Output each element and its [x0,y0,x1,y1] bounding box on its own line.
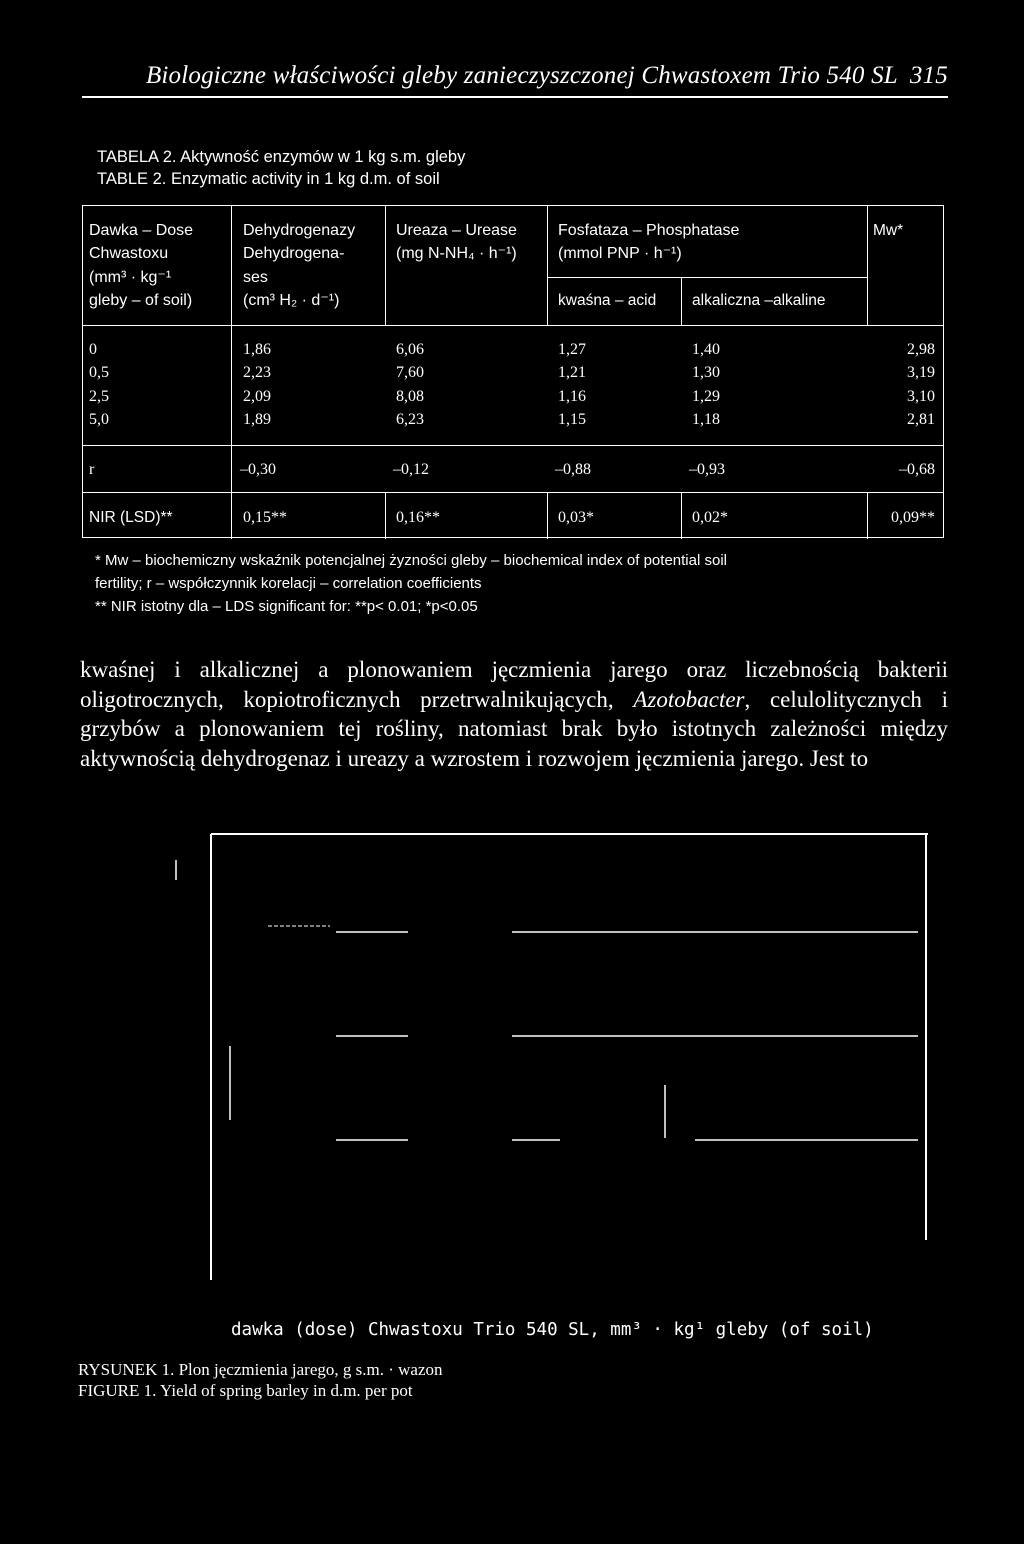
body-line-1: kwaśnej i alkalicznej a plonowaniem jęczmienia jarego oraz liczebnością bakterii [80,657,948,682]
table-cell: 8,08 [396,387,424,405]
table-cell: 2,5 [89,387,109,405]
col-line-3-header [547,206,548,326]
column-dose [89,338,109,431]
table-cell: 0 [89,341,97,358]
table-cell: 1,40 [692,341,720,358]
lsd-row-alkaline: 0,02* [692,509,728,526]
table-cell: 1,18 [692,410,720,428]
header-phosphatase: Fosfataza – Phosphatase (mmol PNP · h⁻¹) [558,222,740,263]
figure-x-axis-label: dawka (dose) Chwastoxu Trio 540 SL, mm³ · kg¹ gleby (of soil) [231,1320,874,1340]
header-acid: kwaśna – acid [558,292,657,309]
table-cell: 1,16 [558,387,586,405]
table-caption-en: TABLE 2. Enzymatic activity in 1 kg d.m. of soil [97,170,440,188]
header-urease: Ureaza – Urease (mg N-NH₄ · h⁻¹) [396,222,517,263]
table-cell: 1,27 [558,341,586,358]
lsd-row-urease: 0,16** [396,509,440,526]
header-dose: Dawka – Dose Chwastoxu (mm³ · kg⁻¹ gleby – of soil) [89,222,194,309]
table-cell: 7,60 [396,364,424,382]
table-cell: 2,09 [243,387,271,405]
table-cell: 5,0 [89,410,109,428]
r-row-acid: –0,88 [555,461,591,478]
table-cell: 6,23 [396,410,424,428]
header-bottom-line [83,325,943,326]
phosphatase-subheader-line [547,277,867,278]
table-cell: 0,5 [89,364,109,382]
column-dehydrogenase [243,338,271,431]
lsd-row-acid: 0,03* [558,509,594,526]
table-cell: 2,98 [907,341,935,358]
column-urease [396,338,424,431]
column-alkaline [692,338,720,431]
col-line-1 [231,206,232,539]
table-note-3: ** NIR istotny dla – LDS significant for: **p< 0.01; *p<0.05 [95,598,478,615]
col-line-4-lsd [681,492,682,539]
running-header [82,62,948,98]
page-number: 315 [909,62,948,89]
r-row-label: r [89,461,95,478]
col-line-5-header [867,206,868,326]
col-line-2-header [385,206,386,326]
enzyme-activity-table [82,205,944,538]
table-cell: 1,86 [243,341,271,358]
table-cell: 1,15 [558,410,586,428]
table-cell: 1,89 [243,410,271,428]
table-caption-pl: TABELA 2. Aktywność enzymów w 1 kg s.m. gleby [97,148,466,166]
header-mw: Mw* [873,222,904,239]
col-line-2-lsd [385,492,386,539]
column-acid [558,338,586,431]
azotobacter-italic: Azotobacter [633,686,745,712]
lsd-row-mw: 0,09** [891,509,935,526]
lsd-row-label: NIR (LSD)** [89,509,173,526]
body-paragraph [80,655,948,773]
r-row-urease: –0,12 [393,461,429,478]
table-note-1: * Mw – biochemiczny wskaźnik potencjalnej żyzności gleby – biochemical index of potential soil [95,552,727,569]
values-bottom-line [83,445,943,446]
body-line-2: oligotrocznych, kopiotroficznych przetrwalnikujących, Azotobacter, celulolitycznych i [80,686,949,712]
table-cell: 3,19 [907,364,935,382]
lsd-row-dehydrogenase: 0,15** [243,509,287,526]
table-cell: 3,10 [907,387,935,405]
col-line-3-lsd [547,492,548,539]
header-dehydrogenase: Dehydrogenazy Dehydrogena- ses (cm³ H₂ · d⁻¹) [243,222,356,309]
table-cell: 2,81 [907,410,935,428]
table-cell: 1,21 [558,364,586,382]
r-row-mw: –0,68 [899,461,935,478]
table-cell: 1,30 [692,364,720,382]
r-row-bottom-line [83,492,943,493]
r-row-alkaline: –0,93 [689,461,725,478]
r-row-dehydrogenase: –0,30 [240,461,276,478]
header-alkaline: alkaliczna –alkaline [692,292,826,309]
figure-caption-pl: RYSUNEK 1. Plon jęczmienia jarego, g s.m. · wazon [78,1360,443,1379]
table-note-2: fertility; r – współczynnik korelacji – correlation coefficients [95,575,482,592]
column-mw [907,338,935,431]
body-line-3: grzybów a plonowaniem tej rośliny, natomiast brak było istotnych zależności między [80,716,948,741]
running-header-title: Biologiczne właściwości gleby zanieczyszczonej Chwastoxem Trio 540 SL [145,62,898,89]
body-line-4: aktywnością dehydrogenaz i ureazy a wzrostem i rozwojem jęczmienia jarego. Jest to [80,745,869,771]
col-line-5-lsd [867,492,868,539]
col-line-4-header [681,277,682,326]
figure-remnant [0,820,1024,1280]
figure-caption-en: FIGURE 1. Yield of spring barley in d.m. per pot [78,1381,413,1400]
table-cell: 2,23 [243,364,271,382]
table-cell: 1,29 [692,387,720,405]
table-cell: 6,06 [396,341,424,358]
